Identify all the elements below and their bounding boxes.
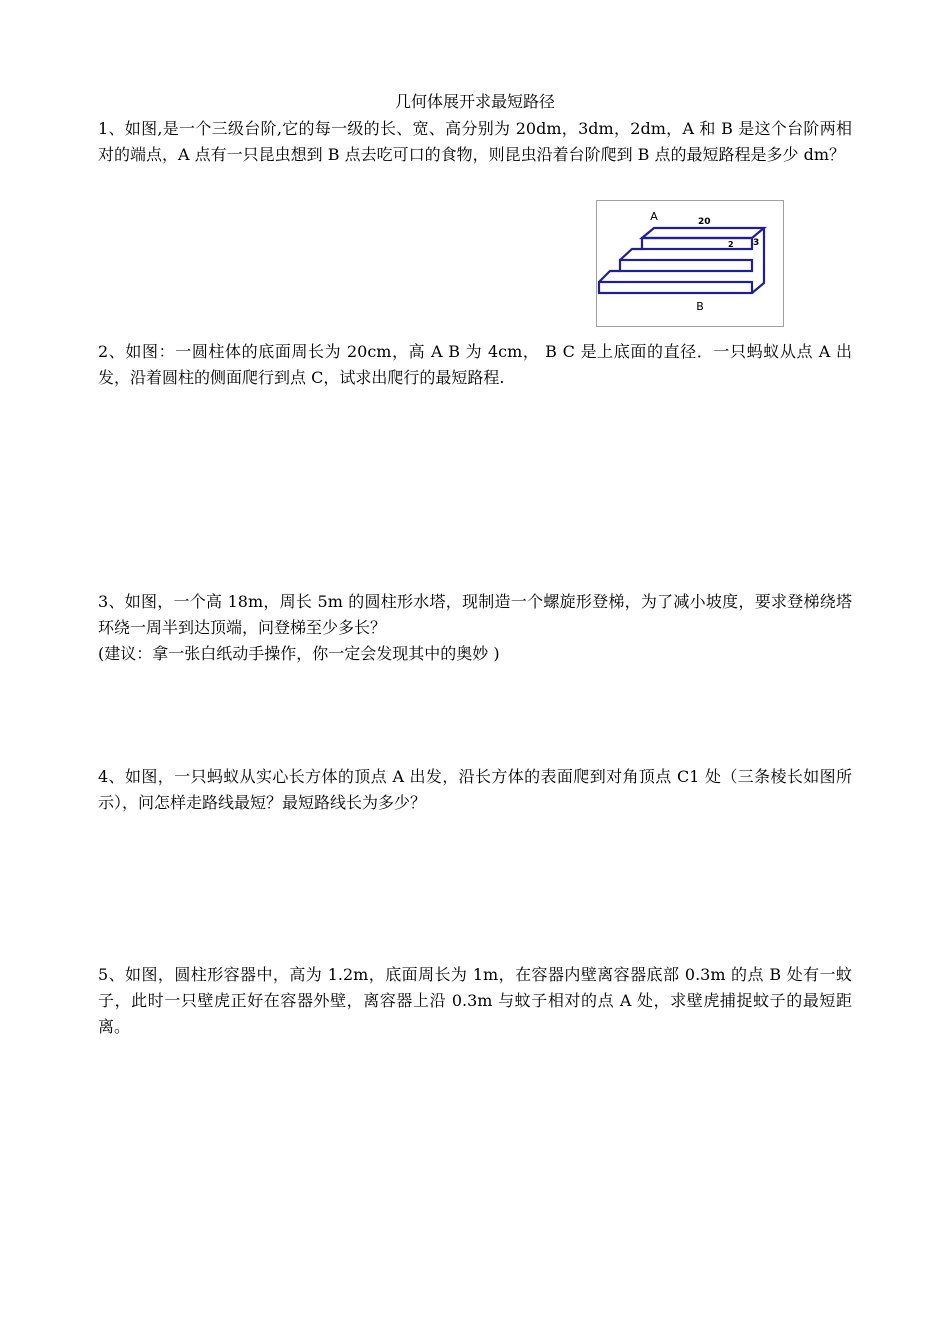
problem-1-text: 1、如图,是一个三级台阶,它的每一级的长、宽、高分别为 20dm，3dm，2dm，A 和 B 是这个台阶两相对的端点，A 点有一只昆虫想到 B 点去吃可口的食物，则昆虫沿着台阶爬到 B 点的最短路程是多少 dm？ — [98, 119, 852, 164]
problem-4 — [98, 764, 852, 816]
label-a: A — [650, 210, 658, 223]
problem-1 — [98, 116, 852, 168]
problem-3 — [98, 589, 852, 667]
label-b: B — [696, 300, 704, 313]
problem-4-text: 4、如图，一只蚂蚁从实心长方体的顶点 A 出发，沿长方体的表面爬到对角顶点 C1 处（三条棱长如图所示），问怎样走路线最短？最短路线长为多少？ — [98, 767, 852, 812]
label-length: 20 — [698, 217, 711, 227]
problem-2-text: 2、如图：一圆柱体的底面周长为 20cm，高 A B 为 4cm， B C 是上底面的直径．一只蚂蚁从点 A 出发，沿着圆柱的侧面爬行到点 C，试求出爬行的最短路程. — [98, 342, 852, 387]
staircase-figure — [596, 200, 784, 327]
problem-5 — [98, 962, 852, 1040]
problem-5-text: 5、如图，圆柱形容器中，高为 1.2m，底面周长为 1m，在容器内壁离容器底部 0.3m 的点 B 处有一蚊子，此时一只壁虎正好在容器外壁，离容器上沿 0.3m 与蚊子相对的点 A 处，求壁虎捕捉蚊子的最短距离。 — [98, 965, 852, 1036]
problem-3-text: 3、如图，一个高 18m，周长 5m 的圆柱形水塔，现制造一个螺旋形登梯，为了减小坡度，要求登梯绕塔环绕一周半到达顶端，问登梯至少多长？ — [98, 592, 852, 637]
label-height: 2 — [728, 240, 734, 249]
problem-2 — [98, 339, 852, 391]
problem-3-note: (建议：拿一张白纸动手操作，你一定会发现其中的奥妙 ) — [98, 644, 500, 663]
page-title: 几何体展开求最短路径 — [394, 92, 555, 111]
figure-border — [597, 201, 784, 327]
staircase-diagram — [596, 200, 784, 327]
label-width: 3 — [753, 238, 760, 248]
